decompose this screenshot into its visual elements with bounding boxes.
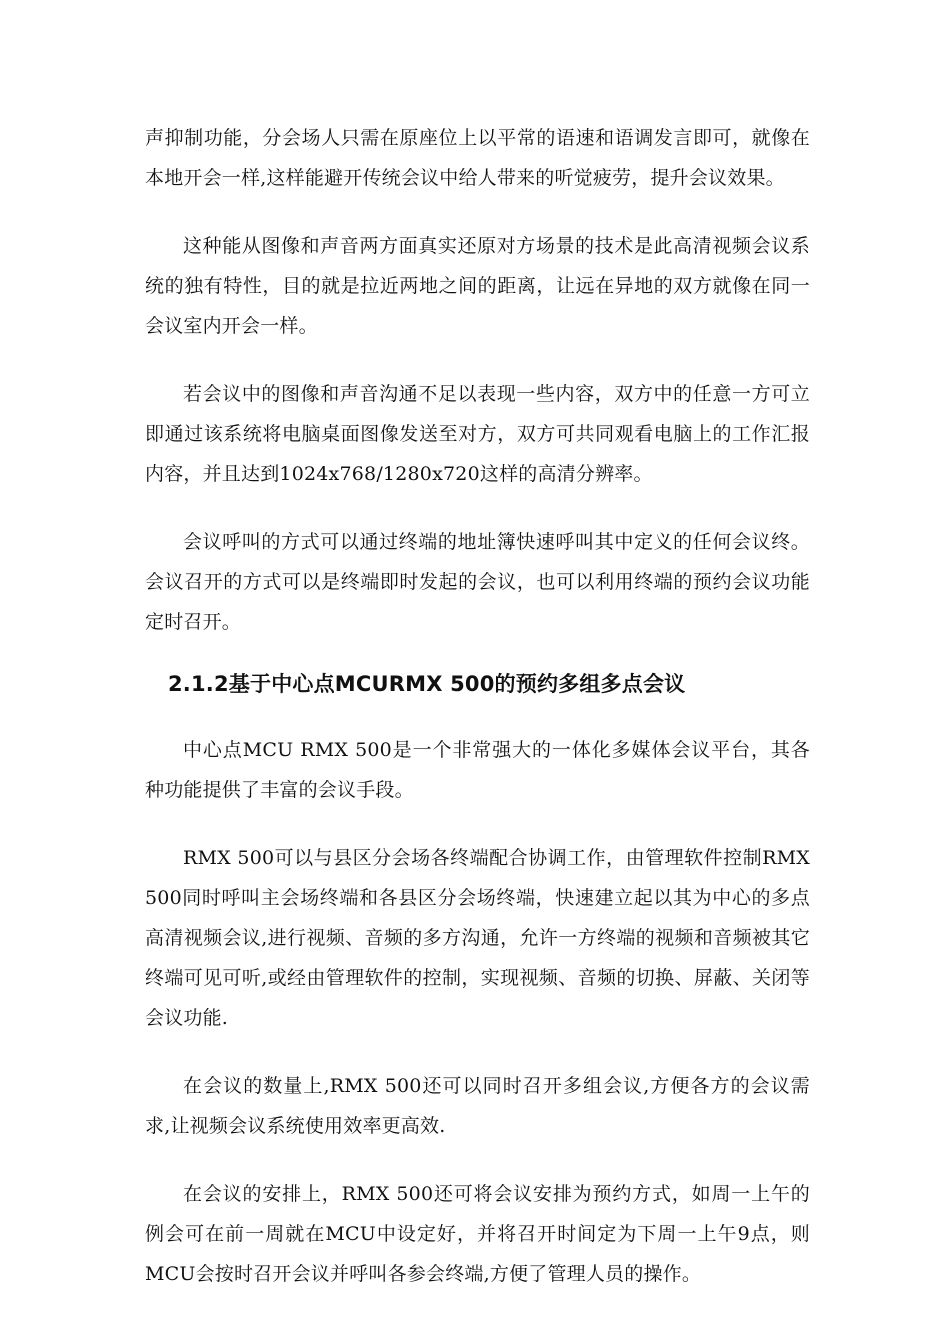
paragraph-call-methods: 会议呼叫的方式可以通过终端的地址簿快速呼叫其中定义的任何会议终。会议召开的方式可以是终端即时发起的会议，也可以利用终端的预约会议功能定时召开。 [145, 531, 810, 633]
section-heading: 2.1.2基于中心点MCURMX 500的预约多组多点会议 [168, 672, 686, 696]
paragraph-desktop-sharing: 若会议中的图像和声音沟通不足以表现一些内容，双方中的任意一方可立即通过该系统将电脑桌面图像发送至对方，双方可共同观看电脑上的工作汇报内容，并且达到1024x768/1280x720这样的高清分辨率。 [145, 383, 810, 485]
paragraph-noise-suppression: 声抑制功能，分会场人只需在原座位上以平常的语速和语调发言即可，就像在本地开会一样,这样能避开传统会议中给人带来的听觉疲劳，提升会议效果。 [145, 127, 810, 189]
paragraph-scene-restoration: 这种能从图像和声音两方面真实还原对方场景的技术是此高清视频会议系统的独有特性，目的就是拉近两地之间的距离，让远在异地的双方就像在同一会议室内开会一样。 [145, 235, 810, 337]
document-body [145, 118, 810, 1322]
paragraph-mcu-overview: 中心点MCU RMX 500是一个非常强大的一体化多媒体会议平台，其各种功能提供了丰富的会议手段。 [145, 739, 810, 801]
paragraph-rmx-coordination: RMX 500可以与县区分会场各终端配合协调工作，由管理软件控制RMX 500同时呼叫主会场终端和各县区分会场终端，快速建立起以其为中心的多点高清视频会议,进行视频、音频的多方沟通，允许一方终端的视频和音频被其它终端可见可听,或经由管理软件的控制，实现视频、音频的切换、屏蔽、关闭等会议功能. [145, 847, 810, 1029]
paragraph-scheduled-conferences: 在会议的安排上，RMX 500还可将会议安排为预约方式，如周一上午的例会可在前一周就在MCU中设定好，并将召开时间定为下周一上午9点，则MCU会按时召开会议并呼叫各参会终端,方便了管理人员的操作。 [145, 1183, 810, 1285]
paragraph-multiple-conferences: 在会议的数量上,RMX 500还可以同时召开多组会议,方便各方的会议需求,让视频会议系统使用效率更高效. [145, 1075, 810, 1137]
